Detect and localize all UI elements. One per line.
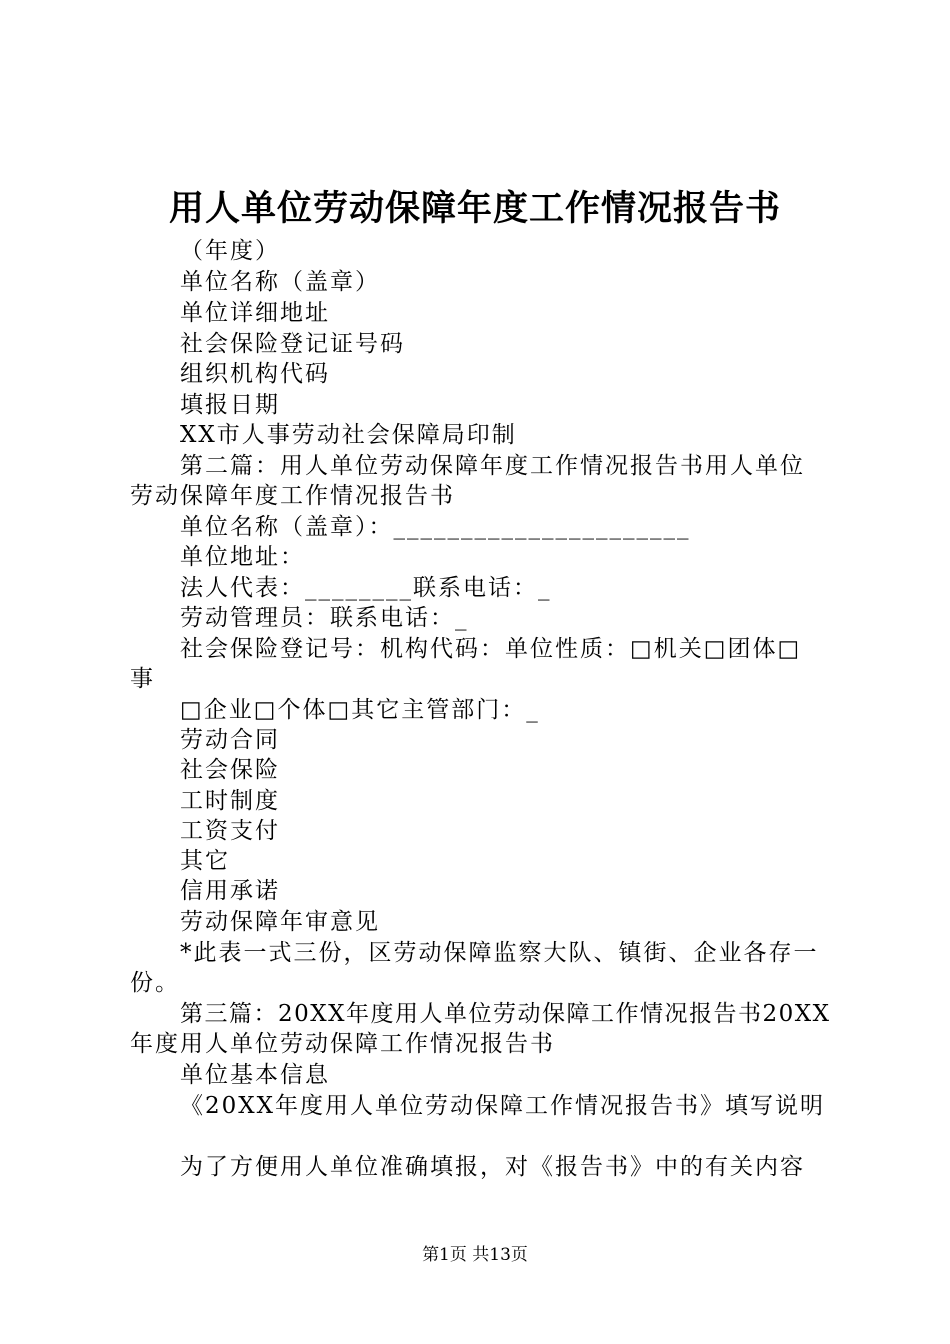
legal-rep-field: 法人代表：________联系电话：_ — [180, 575, 552, 601]
year-label: （年度） — [180, 238, 280, 264]
section-other: 其它 — [180, 848, 230, 874]
instructions-text: 为了方便用人单位准确填报，对《报告书》中的有关内容 — [180, 1154, 805, 1180]
part3-heading-line2: 年度用人单位劳动保障工作情况报告书 — [130, 1031, 555, 1057]
cover-unit-address: 单位详细地址 — [180, 300, 330, 326]
cover-social-insurance-number: 社会保险登记证号码 — [180, 331, 405, 357]
section-social-insurance: 社会保险 — [180, 757, 280, 783]
section-annual-review: 劳动保障年审意见 — [180, 909, 380, 935]
cover-issuer: XX市人事劳动社会保障局印制 — [180, 422, 517, 448]
social-insurance-line: 社会保险登记号：机构代码：单位性质：□机关□团体□ — [180, 636, 802, 662]
enterprise-type-line: □企业□个体□其它主管部门：_ — [180, 697, 540, 723]
section-labor-contract: 劳动合同 — [180, 727, 280, 753]
section-working-hours: 工时制度 — [180, 788, 280, 814]
document-title: 用人单位劳动保障年度工作情况报告书 — [168, 188, 781, 229]
part3-heading-line1: 第三篇：20XX年度用人单位劳动保障工作情况报告书20XX — [180, 1001, 831, 1027]
note-line1: *此表一式三份，区劳动保障监察大队、镇街、企业各存一 — [180, 940, 819, 966]
part2-heading-line1: 第二篇：用人单位劳动保障年度工作情况报告书用人单位 — [180, 453, 805, 479]
basic-info-label: 单位基本信息 — [180, 1062, 330, 1088]
section-wage-payment: 工资支付 — [180, 818, 280, 844]
social-insurance-line-wrap: 事 — [130, 666, 155, 692]
labor-manager-field: 劳动管理员：联系电话：_ — [180, 605, 469, 631]
page-number: 第1页 共13页 — [422, 1245, 528, 1265]
unit-name-field: 单位名称（盖章）：______________________ — [180, 514, 691, 540]
cover-organization-code: 组织机构代码 — [180, 361, 330, 387]
part2-heading-line2: 劳动保障年度工作情况报告书 — [130, 483, 455, 509]
instructions-title: 《20XX年度用人单位劳动保障工作情况报告书》填写说明 — [180, 1093, 826, 1119]
cover-fill-date: 填报日期 — [180, 392, 280, 418]
cover-unit-name: 单位名称（盖章） — [180, 269, 380, 295]
note-line2: 份。 — [130, 970, 180, 996]
section-credit-commitment: 信用承诺 — [180, 878, 280, 904]
unit-address-field: 单位地址： — [180, 544, 305, 570]
